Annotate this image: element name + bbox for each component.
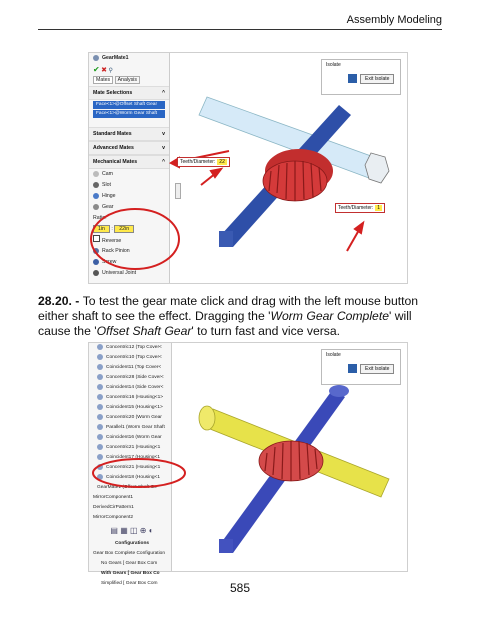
mate-screw[interactable]: Screw [89,257,169,268]
page-number: 585 [229,581,251,595]
gear-red [263,149,333,201]
pushpin-icon[interactable]: ⚲ [108,68,113,74]
configurations-title: Configurations [114,541,150,546]
step-number: 28.20. - [38,294,83,308]
tree-item-mate[interactable]: Concentric21 (Housing<1 [89,443,171,453]
mate-rack-pinion[interactable]: Rack Pinion [89,246,169,257]
expand-icon[interactable]: v [162,145,165,151]
selection-face-2[interactable]: Face<1>@Worm Gear Shaft [93,110,165,118]
display-tab-icon[interactable]: ◐ [148,526,154,535]
tree-item-mirror-1[interactable]: MirrorComponent1 [93,495,133,500]
teeth-diameter-value-top[interactable]: 22 [219,159,225,165]
save-icon[interactable] [348,74,357,83]
exit-isolate-button[interactable]: Exit Isolate [360,74,394,84]
tree-item-mate[interactable]: Coincident16 (Worm Gear [89,433,171,443]
tree-item-mate[interactable]: Concentric20 (Worm Gear [89,413,171,423]
section-mate-selections[interactable]: Mate Selections [93,90,133,96]
tree-item-mate[interactable]: Parallel1 (Worm Gear Shaft [89,423,171,433]
config-tab-icon[interactable]: ◫ [130,526,138,535]
config-root[interactable]: Gear Box Complete Configuration [93,551,165,556]
selection-face-1[interactable]: Face<1>@Offset Shaft Gear [93,101,165,109]
reverse-label: Reverse [102,238,122,244]
section-standard-mates[interactable]: Standard Mates [93,131,132,137]
save-icon[interactable] [348,364,357,373]
tree-item-gearmate[interactable]: GearMate1 (Offset Shaft Ge [97,485,157,490]
tree-item-mate[interactable]: Concentric12 (Top Cover< [89,343,171,353]
header-rule [38,29,442,30]
dimxpert-tab-icon[interactable]: ⊕ [139,526,147,535]
gear-red-2 [259,441,323,481]
tree-item-mirror-2[interactable]: MirrorComponent2 [93,515,133,520]
callout-circle-tree [93,459,185,487]
callout-circle [91,209,179,269]
ratio-input-a[interactable]: 1in [93,225,110,233]
ratio-label: Ratio: [93,215,107,221]
figure-gear-mate [88,52,408,284]
step-paragraph: 28.20. - To test the gear mate click and drag with the left mouse button either shaft to see the effect. Dragging the 'Worm Gear Complete' will cause the 'Offset Shaft Gear' to turn fast and vice versa. [38,294,419,338]
tree-item-mate[interactable]: Concentric16 (Housing<1> [89,393,171,403]
section-advanced-mates[interactable]: Advanced Mates [93,145,134,151]
ratio-input-b[interactable]: 22in [114,225,134,233]
property-tab-icon[interactable]: ▦ [120,526,128,535]
section-mechanical-mates[interactable]: Mechanical Mates [93,159,138,165]
mate-cam[interactable]: Cam [89,169,169,180]
tree-item-mate[interactable]: Concentric28 (Side Cover< [89,373,171,383]
shaft-end-block-2 [219,539,233,553]
ok-icon[interactable]: ✔ [93,65,100,74]
teeth-diameter-value-right[interactable]: 1 [377,205,381,211]
mate-hinge[interactable]: Hinge [89,191,169,202]
tree-item-mate[interactable]: Coincident14 (Side Cover< [89,383,171,393]
panel-title: GearMate1 [102,55,129,61]
tree-item-mate[interactable]: Concentric10 (Top Cover< [89,353,171,363]
shaft-end-block [219,231,233,247]
exit-isolate-button-2[interactable]: Exit Isolate [360,364,394,374]
config-simplified[interactable]: Simplified [ Gear Box Com [101,581,158,586]
mate-gear[interactable]: Gear [89,202,169,213]
tree-item-mate[interactable]: Coincident15 (Housing<1> [89,403,171,413]
tree-item-mate[interactable]: Concentric21 (Housing<1 [89,463,171,473]
figure-feature-tree [88,342,408,586]
config-no-gears[interactable]: No Gears [ Gear Box Com [101,561,158,566]
teeth-diameter-callout-top: Teeth/Diameter: 22 [177,157,230,167]
isolate-popup [321,59,401,95]
tree-item-derived[interactable]: DerivedCirPattern1 [93,505,134,510]
config-with-gears[interactable]: With Gears [ Gear Box Co [101,571,160,576]
isolate-title: Isolate [326,62,341,68]
isolate-title-2: Isolate [326,352,341,358]
tab-analysis[interactable]: Analysis [115,76,140,84]
tree-item-mate[interactable]: Coincident11 (Top Cover< [89,363,171,373]
teeth-diameter-callout-right: Teeth/Diameter: 1 [335,203,385,213]
collapse-icon[interactable]: ^ [161,90,165,96]
running-header: Assembly Modeling [346,14,442,26]
worm-housing-hex [365,153,389,183]
property-manager: GearMate1 ✔ ✖ ⚲ Mates Analysis Mate Selections ^ Face<1>@Offset Shaft Gear Face<1>@Worm Gear Shaft Standard Mates v Advanced Mates v Mechanical Mates ^ Cam Slot Hinge Gear Ratio: 1in : 22in Reverse Rack Pinion Screw Universal Joint [89,53,170,283]
collapse-icon[interactable]: ^ [161,159,165,165]
isolate-popup-2 [321,349,401,385]
tree-item-mate[interactable]: Coincident17 (Housing<1 [89,453,171,463]
expand-icon[interactable]: v [162,131,165,137]
tab-mates[interactable]: Mates [93,76,113,84]
cancel-icon[interactable]: ✖ [101,67,108,74]
tree-item-mate[interactable]: Coincident18 (Housing<1 [89,473,171,483]
feature-tree-tab-icon[interactable]: ▤ [110,526,118,535]
mate-universal-joint[interactable]: Universal Joint [89,268,169,279]
mate-slot[interactable]: Slot [89,180,169,191]
